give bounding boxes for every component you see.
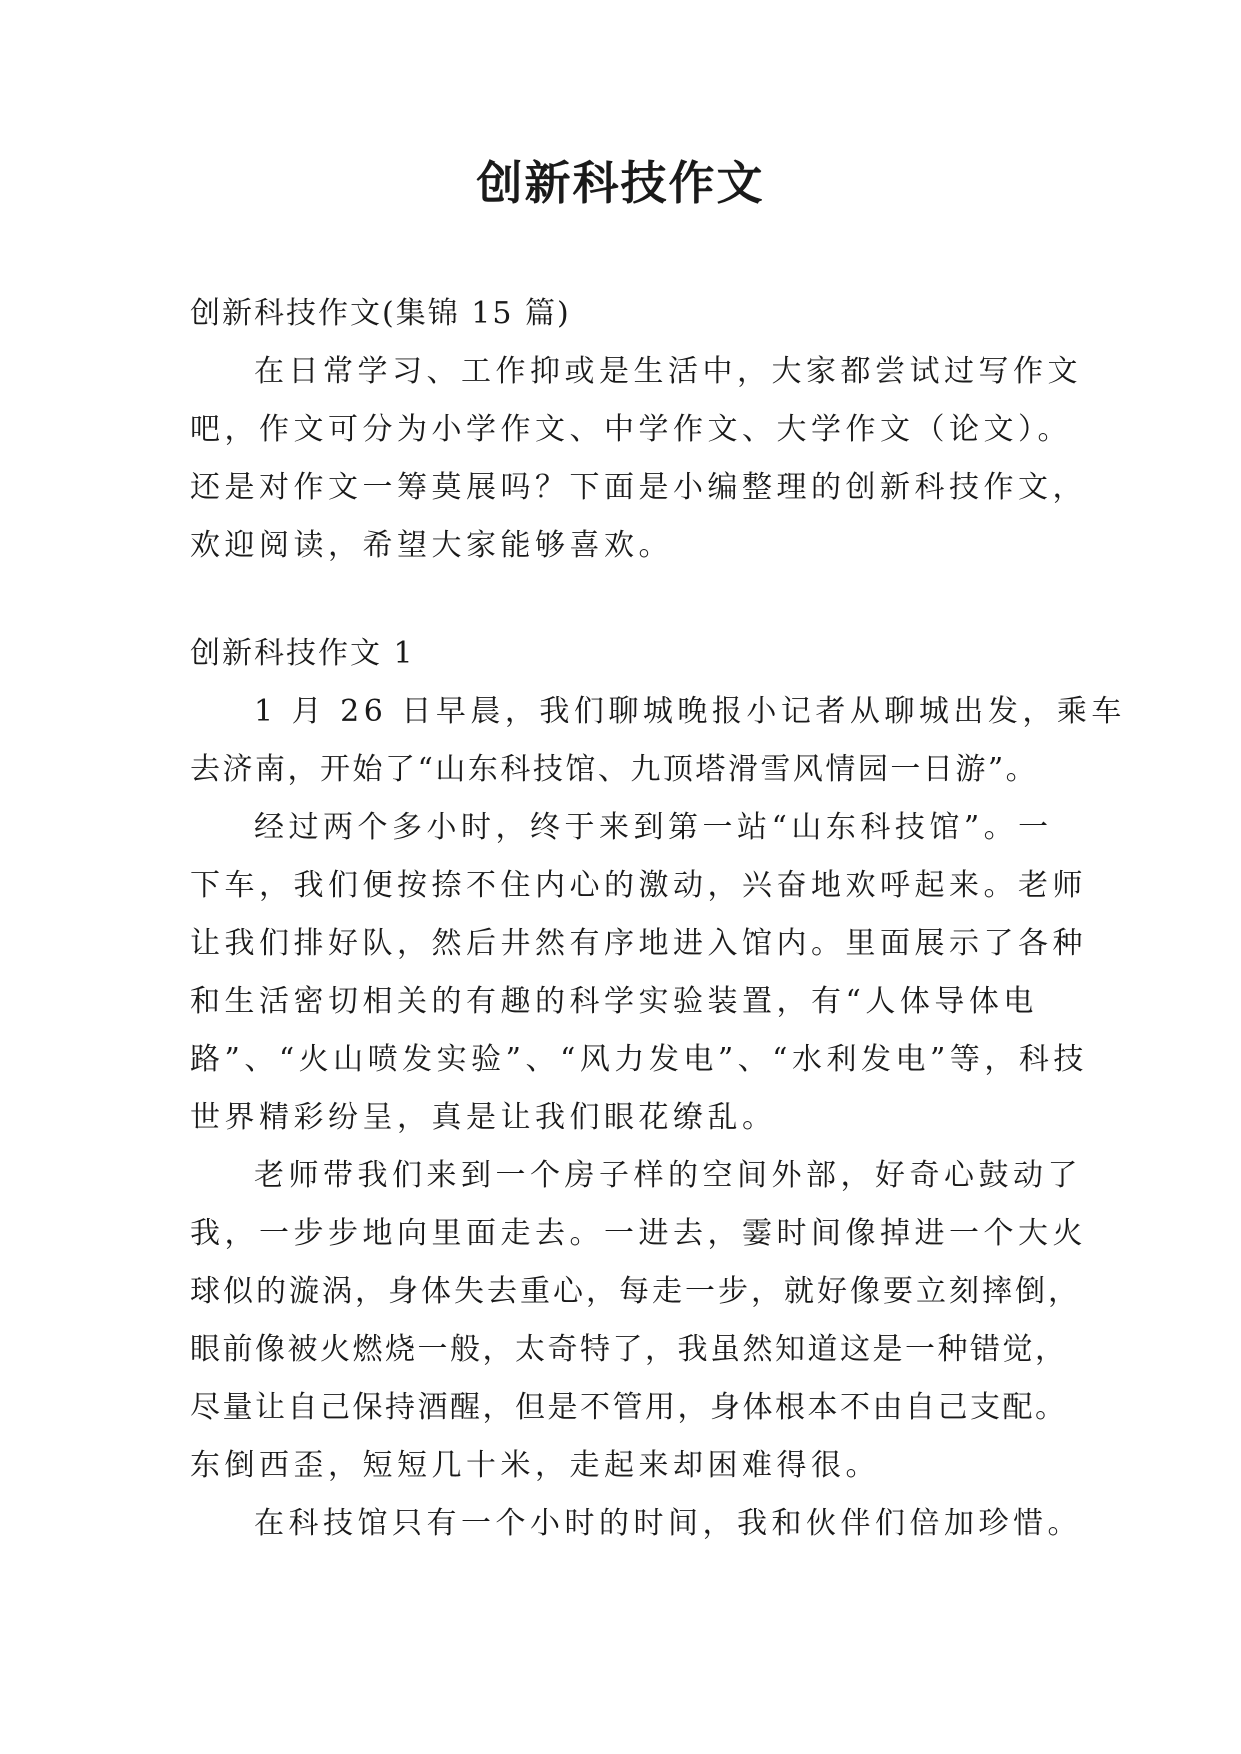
document-title: 创新科技作文 bbox=[476, 156, 765, 210]
body-line: 1 月 26 日早晨，我们聊城晚报小记者从聊城出发，乘车 bbox=[254, 694, 1126, 729]
body-line: 让我们排好队，然后井然有序地进入馆内。里面展示了各种 bbox=[190, 926, 1087, 961]
body-line: 经过两个多小时，终于来到第一站“山东科技馆”。一 bbox=[254, 810, 1053, 845]
body-line: 老师带我们来到一个房子样的空间外部，好奇心鼓动了 bbox=[254, 1158, 1082, 1193]
document-body bbox=[190, 285, 1126, 1553]
body-line: 眼前像被火燃烧一般，太奇特了，我虽然知道这是一种错觉， bbox=[190, 1332, 1068, 1367]
body-line: 球似的漩涡，身体失去重心，每走一步，就好像要立刻摔倒， bbox=[190, 1274, 1081, 1309]
body-line: 世界精彩纷呈，真是让我们眼花缭乱。 bbox=[190, 1100, 777, 1135]
section-heading: 创新科技作文 1 bbox=[190, 636, 415, 671]
body-line: 在科技馆只有一个小时的时间，我和伙伴们倍加珍惜。 bbox=[254, 1506, 1082, 1541]
body-line: 我，一步步地向里面走去。一进去，霎时间像掉进一个大火 bbox=[190, 1216, 1087, 1251]
body-line: 东倒西歪，短短几十米，走起来却困难得很。 bbox=[190, 1448, 880, 1483]
body-line: 下车，我们便按捺不住内心的激动，兴奋地欢呼起来。老师 bbox=[190, 868, 1087, 903]
body-line: 尽量让自己保持酒醒，但是不管用，身体根本不由自己支配。 bbox=[190, 1390, 1068, 1425]
intro-line: 吧，作文可分为小学作文、中学作文、大学作文（论文）。 bbox=[190, 412, 1072, 447]
intro-line: 在日常学习、工作抑或是生活中，大家都尝试过写作文 bbox=[254, 354, 1082, 389]
body-line: 去济南，开始了“山东科技馆、九顶塔滑雪风情园一日游”。 bbox=[190, 752, 1039, 787]
body-line: 和生活密切相关的有趣的科学实验装置，有“人体导体电 bbox=[190, 984, 1038, 1019]
intro-line: 还是对作文一筹莫展吗？下面是小编整理的创新科技作文， bbox=[190, 470, 1087, 505]
intro-line: 欢迎阅读，希望大家能够喜欢。 bbox=[190, 528, 673, 563]
document-subtitle: 创新科技作文(集锦 15 篇) bbox=[190, 296, 571, 331]
body-line: 路”、“火山喷发实验”、“风力发电”、“水利发电”等，科技 bbox=[190, 1042, 1088, 1077]
paragraph-gap bbox=[190, 575, 1070, 625]
